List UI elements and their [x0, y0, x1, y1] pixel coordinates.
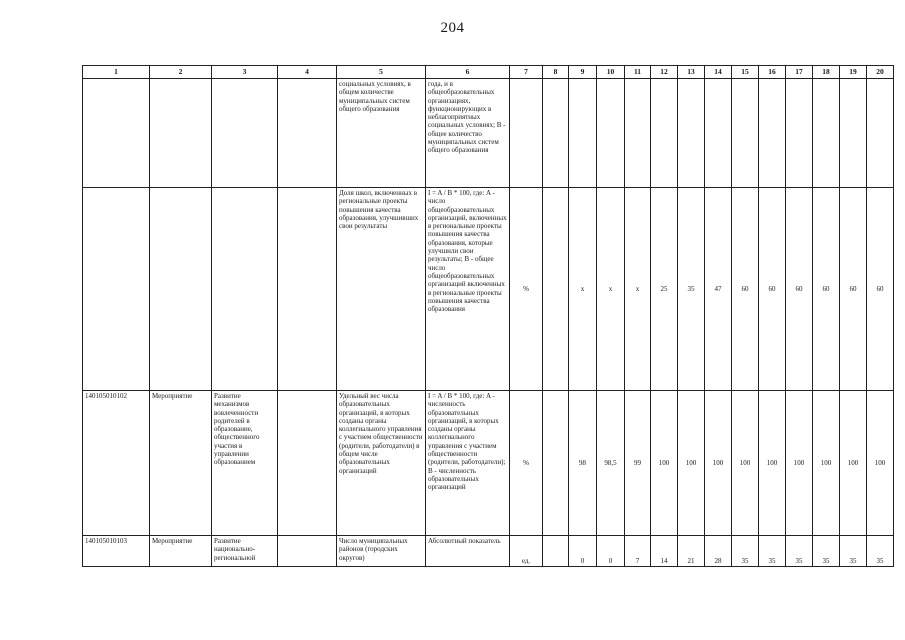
- column-header: 14: [705, 66, 732, 79]
- type-cell: [150, 188, 212, 391]
- code-cell: 140105010103: [83, 536, 150, 567]
- value-cell: 35: [867, 536, 894, 567]
- column-header: 18: [813, 66, 840, 79]
- code-cell: 140105010102: [83, 391, 150, 536]
- col4-cell: [278, 188, 337, 391]
- col8-cell: [543, 536, 569, 567]
- formula-cell: Абсолютный показатель: [426, 536, 510, 567]
- value-cell: 100: [840, 391, 867, 536]
- table-row: [83, 391, 894, 536]
- column-header: 16: [759, 66, 786, 79]
- table-row: [83, 188, 894, 391]
- formula-cell: I = A / B * 100, где: A - численность образовательных организаций, в которых созданы органы коллегиального управления с участием общественности (родители, работодатели); B - численность образовательных организаций: [426, 391, 510, 536]
- column-header: 7: [510, 66, 543, 79]
- column-header: 15: [732, 66, 759, 79]
- type-cell: Мероприятие: [150, 391, 212, 536]
- column-header: 4: [278, 66, 337, 79]
- value-cell: 35: [678, 188, 705, 391]
- value-cell: 25: [651, 188, 678, 391]
- event-cell: [212, 188, 278, 391]
- col4-cell: [278, 391, 337, 536]
- indicator-cell: Удельный вес числа образовательных организаций, в которых созданы органы коллегиального управления с участием общественности (родители, работодатели) в общем числе образовательных организаций: [337, 391, 426, 536]
- unit-cell: %: [510, 391, 543, 536]
- value-cell: 100: [867, 391, 894, 536]
- value-cell: 60: [813, 188, 840, 391]
- value-cell: [867, 79, 894, 188]
- formula-cell: I = A / B * 100, где: A - число общеобразовательных организаций, включенных в региональные проекты повышения качества образования, которые улучшили свои результаты; B - общее число общеобразовательных организаций включенных в региональные проекты повышения качества образования: [426, 188, 510, 391]
- page-number: 204: [440, 20, 465, 36]
- unit-cell: ед.: [510, 536, 543, 567]
- value-cell: [569, 79, 597, 188]
- column-header: 6: [426, 66, 510, 79]
- column-header: 10: [597, 66, 625, 79]
- value-cell: [813, 79, 840, 188]
- value-cell: 98: [569, 391, 597, 536]
- column-header: 8: [543, 66, 569, 79]
- col8-cell: [543, 188, 569, 391]
- column-header: 19: [840, 66, 867, 79]
- value-cell: 7: [625, 536, 651, 567]
- value-cell: 14: [651, 536, 678, 567]
- value-cell: 47: [705, 188, 732, 391]
- column-header: 11: [625, 66, 651, 79]
- col4-cell: [278, 79, 337, 188]
- value-cell: 0: [597, 536, 625, 567]
- value-cell: 100: [705, 391, 732, 536]
- value-cell: 100: [651, 391, 678, 536]
- value-cell: [732, 79, 759, 188]
- type-cell: [150, 79, 212, 188]
- value-cell: [678, 79, 705, 188]
- value-cell: 35: [840, 536, 867, 567]
- value-cell: [759, 79, 786, 188]
- col8-cell: [543, 391, 569, 536]
- formula-cell: года, и в общеобразовательных организациях, функционирующих в неблагоприятных социальных условиях; В - общее количество муниципальных систем общего образования: [426, 79, 510, 188]
- value-cell: 100: [678, 391, 705, 536]
- col4-cell: [278, 536, 337, 567]
- value-cell: 35: [759, 536, 786, 567]
- event-cell: [212, 79, 278, 188]
- column-header: 17: [786, 66, 813, 79]
- column-header: 2: [150, 66, 212, 79]
- indicator-cell: Число муниципальных районов (городских округов): [337, 536, 426, 567]
- value-cell: 35: [786, 536, 813, 567]
- value-cell: [625, 79, 651, 188]
- value-cell: 0: [569, 536, 597, 567]
- value-cell: 60: [840, 188, 867, 391]
- col8-cell: [543, 79, 569, 188]
- column-header: 5: [337, 66, 426, 79]
- code-cell: [83, 79, 150, 188]
- value-cell: 60: [732, 188, 759, 391]
- value-cell: [786, 79, 813, 188]
- value-cell: 100: [813, 391, 840, 536]
- value-cell: [840, 79, 867, 188]
- value-cell: 21: [678, 536, 705, 567]
- code-cell: [83, 188, 150, 391]
- value-cell: [705, 79, 732, 188]
- column-header: 12: [651, 66, 678, 79]
- value-cell: 99: [625, 391, 651, 536]
- value-cell: 60: [759, 188, 786, 391]
- indicator-cell: социальных условиях, в общем количестве муниципальных систем общего образования: [337, 79, 426, 188]
- column-header: 9: [569, 66, 597, 79]
- value-cell: 35: [813, 536, 840, 567]
- indicator-cell: Доля школ, включенных в региональные проекты повышения качества образования, улучшивших свои результаты: [337, 188, 426, 391]
- unit-cell: [510, 79, 543, 188]
- value-cell: 98,5: [597, 391, 625, 536]
- column-header: 13: [678, 66, 705, 79]
- value-cell: 100: [759, 391, 786, 536]
- value-cell: 100: [786, 391, 813, 536]
- indicators-table: [82, 65, 894, 567]
- column-header: 1: [83, 66, 150, 79]
- value-cell: 60: [786, 188, 813, 391]
- column-number-row: [83, 66, 894, 79]
- value-cell: 35: [732, 536, 759, 567]
- type-cell: Мероприятие: [150, 536, 212, 567]
- event-cell: Развитие национально-региональной: [212, 536, 278, 567]
- column-header: 3: [212, 66, 278, 79]
- value-cell: 100: [732, 391, 759, 536]
- value-cell: x: [625, 188, 651, 391]
- value-cell: x: [569, 188, 597, 391]
- table-row: [83, 79, 894, 188]
- column-header: 20: [867, 66, 894, 79]
- value-cell: 28: [705, 536, 732, 567]
- value-cell: 60: [867, 188, 894, 391]
- event-cell: Развитие механизмов вовлеченности родителей в образование, общественного участия в управлении образованием: [212, 391, 278, 536]
- value-cell: x: [597, 188, 625, 391]
- value-cell: [597, 79, 625, 188]
- unit-cell: %: [510, 188, 543, 391]
- value-cell: [651, 79, 678, 188]
- table-row: [83, 536, 894, 567]
